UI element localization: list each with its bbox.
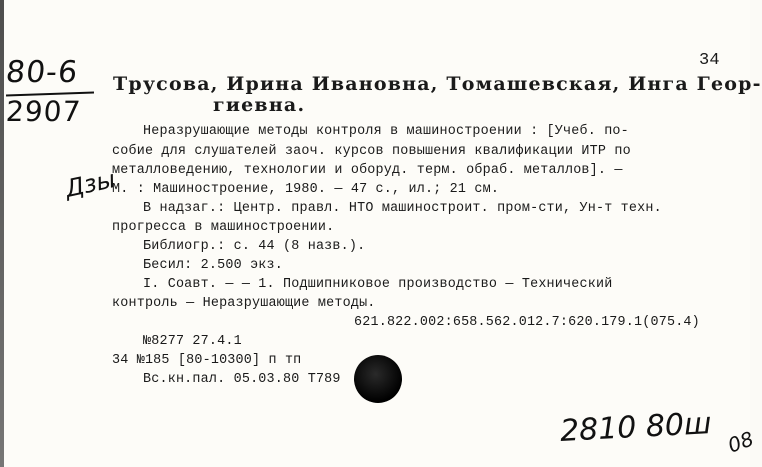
margin-scribble: Дзы	[62, 165, 118, 203]
handwritten-bottom-note: 2810 80ш	[559, 406, 713, 449]
page-number: 34	[699, 51, 720, 70]
card-edge	[0, 0, 4, 467]
handwritten-corner-note: 08	[724, 426, 757, 458]
order-line: 34 №185 [80-10300] п тп	[112, 353, 302, 368]
bibliography-line: Библиогр.: с. 44 (8 назв.).	[143, 239, 366, 254]
note-line-2: прогресса в машиностроении.	[112, 220, 335, 235]
print-run-line: Бесил: 2.500 экз.	[143, 258, 284, 273]
tracings-line-1: I. Соавт. — — 1. Подшипниковое производство — Технический	[143, 277, 613, 292]
tracings-line-2: контроль — Неразрушающие методы.	[112, 296, 376, 311]
udc-classification: 621.822.002:658.562.012.7:620.179.1(075.4)	[354, 315, 700, 330]
call-number-top: 80-6	[4, 55, 80, 90]
author-heading-line1: Трусова, Ирина Ивановна, Томашевская, Инга Геор-	[113, 73, 762, 95]
punch-hole	[354, 355, 402, 403]
imprint-line: М. : Машиностроение, 1980. — 47 с., ил.; 21 см.	[112, 182, 500, 197]
note-line-1: В надзаг.: Центр. правл. НТО машиностроит. пром-сти, Ун-т техн.	[143, 201, 662, 216]
record-number: №8277 27.4.1	[143, 334, 242, 349]
book-chamber-line: Вс.кн.пал. 05.03.80 Т789	[143, 372, 341, 387]
call-number-bottom: 2907	[4, 95, 83, 128]
title-line-1: Неразрушающие методы контроля в машиностроении : [Учеб. по-	[143, 124, 629, 139]
title-line-3: металловедению, технологии и оборуд. терм. обраб. металлов]. —	[112, 163, 623, 178]
author-heading-line2: гиевна.	[213, 94, 306, 116]
title-line-2: собие для слушателей заоч. курсов повышения квалификации ИТР по	[112, 144, 631, 159]
